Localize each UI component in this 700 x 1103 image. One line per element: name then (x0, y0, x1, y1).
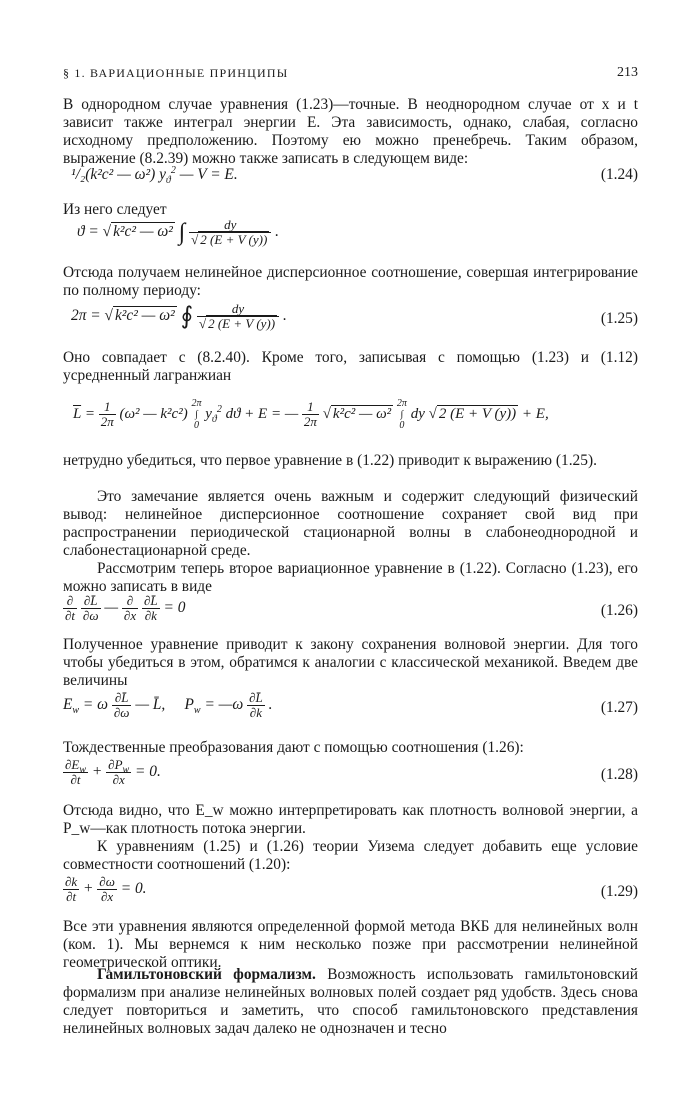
running-header (63, 64, 638, 82)
paragraph-13 (63, 966, 638, 1038)
section-title: § 1. ВАРИАЦИОННЫЕ ПРИНЦИПЫ (63, 66, 289, 80)
section-heading: Гамильтоновский формализм. (97, 966, 316, 983)
equation-body: ¹/₂(k²c² — ω²) $y_ϑ^2$ — V = E. (71, 164, 238, 187)
equation-1-27 (63, 691, 638, 725)
equation-body: $\overline{L}$ = $\frac{1}{2\pi}$ (ω² — k²c²) 2π ∫ 0 $y_ϑ^2$ dϑ + E = — $\frac{1}{2\pi}$ √ k²c² — ω² 2π ∫ 0 dy √ 2 (E + V (y)) + E, (73, 398, 549, 431)
equation-tag: (1.25) (600, 310, 638, 327)
equation-lagrangian (63, 388, 638, 444)
equation-tag: (1.24) (600, 166, 638, 183)
paragraph-text: Возможность использовать гамильтоновский формализм при анализе нелинейных волновых полей создает ряд удобств. Здесь снова следует повториться и заметить, что способ гамильтоновского представления нелинейных волновых задач далеко не однозначен и тесно (63, 966, 639, 1037)
equation-body: ϑ = √ k²c² — ω² ∫ $\frac{dy}{√ 2 (E + V (y))}$ . (77, 217, 280, 247)
paragraph-8: Полученное уравнение приводит к закону сохранения волновой энергии. Для того чтобы убедиться в этом, обратимся к аналогии с классической механикой. Введем две величины (63, 636, 638, 689)
paragraph-7: Рассмотрим теперь второе вариационное уравнение в (1.22). Согласно (1.23), его можно записать в виде (63, 560, 638, 595)
equation-1-24 (63, 166, 638, 188)
paragraph-2: Из него следует (63, 201, 167, 218)
paragraph-9: Тождественные преобразования дают с помощью соотношения (1.26): (63, 739, 524, 756)
equation-1-26 (63, 594, 638, 628)
equation-1-29 (63, 875, 638, 909)
equation-theta (63, 218, 638, 256)
equation-body: $\frac{\partial}{\partial t}$ $\frac{\partial L̄}{\partial\omega}$ — $\frac{\partial}{\partial x}$ $\frac{\partial L̄}{\partial k}$ = 0 (65, 593, 186, 623)
equation-body: $\frac{\partial E_w}{\partial t}$ + $\frac{\partial P_w}{\partial x}$ = 0. (65, 757, 161, 787)
paragraph-12: Все эти уравнения являются определенной формой метода ВКБ для нелинейных волн (ком. 1). Мы вернемся к ним несколько позже при рассмотрении нелинейной геометрической оптики. (63, 918, 638, 971)
equation-tag: (1.29) (600, 883, 638, 900)
paragraph-5: нетрудно убедиться, что первое уравнение в (1.22) приводит к выражению (1.25). (63, 452, 597, 469)
paragraph-1: В однородном случае уравнения (1.23)—точные. В неоднородном случае от x и t зависит также интеграл энергии E. Эта зависимость, однако, слабая, согласно исходному предположению. Поэтому ею можно пренебречь. Таким образом, выражение (8.2.39) можно также записать в следующем виде: (63, 96, 638, 167)
paragraph-6: Это замечание является очень важным и содержит следующий физический вывод: нелинейное дисперсионное соотношение сохраняет свой вид при распространении периодической стационарной волны в слабонеоднородной и слабонестационарной среде. (63, 488, 638, 559)
equation-tag: (1.27) (600, 699, 638, 716)
page-number: 213 (617, 65, 638, 80)
equation-1-25 (63, 302, 638, 340)
paragraph-11: К уравнениям (1.25) и (1.26) теории Уизема следует добавить еще условие совместности соотношений (1.20): (63, 838, 638, 873)
equation-tag: (1.28) (600, 766, 638, 783)
equation-tag: (1.26) (600, 602, 638, 619)
equation-body: 2π = √ k²c² — ω² ∮ $\frac{dy}{√ 2 (E + V (y))}$ . (71, 301, 287, 331)
equation-1-28 (63, 758, 638, 792)
paragraph-4: Оно совпадает с (8.2.40). Кроме того, записывая с помощью (1.23) и (1.12) усредненный лагранжиан (63, 349, 638, 384)
equation-body: $\frac{\partial k}{\partial t}$ + $\frac{\partial\omega}{\partial x}$ = 0. (65, 874, 147, 904)
paragraph-10: Отсюда видно, что E_w можно интерпретировать как плотность волновой энергии, а P_w—как плотность потока энергии. (63, 802, 638, 837)
equation-body: $E_w = \omega$ $\frac{\partial L̄}{\partial\omega}$ — L̄, $P_w$ = —ω $\frac{\partial L̄}{\partial k}$ . (63, 690, 273, 720)
paragraph-3: Отсюда получаем нелинейное дисперсионное соотношение, совершая интегрирование по полному периоду: (63, 264, 638, 299)
